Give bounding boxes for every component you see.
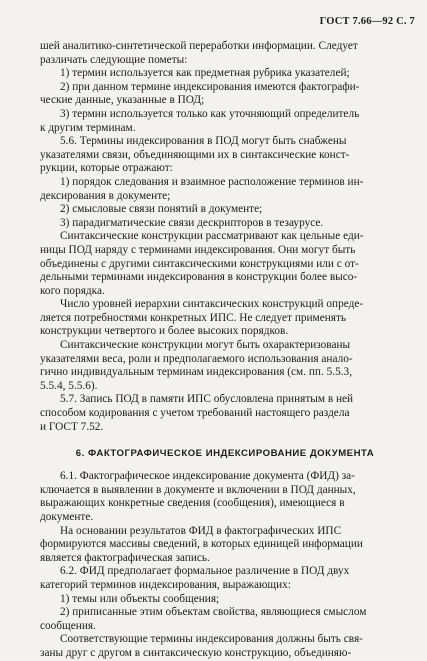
text-line: конструкции четвертого и более высоких порядков. <box>40 325 289 338</box>
text-line: 3) термин используется только как уточняющий определитель <box>60 107 360 120</box>
text-line: 1) порядок следования и взаимное расположение терминов ин- <box>60 175 364 188</box>
document-body <box>40 40 410 661</box>
section-heading: 6. ФАКТОГРАФИЧЕСКОЕ ИНДЕКСИРОВАНИЕ ДОКУМЕНТА <box>75 448 375 460</box>
text-line: шей аналитико-синтетической переработки информации. Следует <box>40 40 358 52</box>
text-line: указателями веса, роли и предполагаемого использования анало- <box>40 352 353 365</box>
text-line: категорий терминов индексирования, выражающих: <box>40 578 291 591</box>
text-line: к другим терминам. <box>40 121 136 134</box>
text-line: 5.5.4, 5.5.6). <box>40 379 98 392</box>
page-header: ГОСТ 7.66—92 С. 7 <box>319 16 415 27</box>
text-line: дексирования в документе; <box>40 189 171 202</box>
text-line: документе. <box>40 511 94 523</box>
text-line: является фактографическая запись. <box>40 551 210 564</box>
text-line: объединены с другими синтаксическими конструкциями или с от- <box>40 257 359 270</box>
text-line: способом кодирования с учетом требований настоящего раздела <box>40 407 350 420</box>
text-line: выражающих конкретные сведения (сообщения), имеющиеся в <box>40 497 345 510</box>
text-line: Число уровней иерархии синтаксических конструкций опреде- <box>60 298 364 311</box>
text-line: 6.1. Фактографическое индексирование документа (ФИД) за- <box>60 470 355 483</box>
text-line: различать следующие пометы: <box>40 53 188 66</box>
text-line: Синтаксические конструкции могут быть охарактеризованы <box>60 339 351 352</box>
text-line: Соответствующие термины индексирования должны быть свя- <box>60 633 363 646</box>
text-line: сообщения. <box>40 619 96 632</box>
text-line: ческие данные, указанные в ПОД; <box>40 94 205 107</box>
text-line: 2) приписанные этим объектам свойства, являющиеся смыслом <box>60 606 367 619</box>
text-line: формируются массивы сведений, в которых единицей информации <box>40 538 363 551</box>
text-line: ляется потребностями конкретных ИПС. Не следует применять <box>40 311 347 324</box>
text-line: дельными терминами индексирования в конструкции более высо- <box>40 271 358 284</box>
text-line: Синтаксические конструкции рассматривают как цельные еди- <box>60 230 364 243</box>
text-line: 2) при данном термине индексирования имеются фактографи- <box>60 80 360 93</box>
text-line: и ГОСТ 7.52. <box>40 420 104 433</box>
text-line: 5.7. Запись ПОД в памяти ИПС обусловлена принятым в ней <box>60 393 354 406</box>
text-line: ницы ПОД наряду с терминами индексирования. Они могут быть <box>40 243 356 256</box>
text-line: 3) парадигматические связи дескрипторов в тезаурусе. <box>60 216 324 229</box>
text-line: указателями связи, объединяющими их в синтаксические конст- <box>40 148 350 161</box>
text-line: ключается в выявлении в документе и включении в ПОД данных, <box>40 483 356 496</box>
text-line: На основании результатов ФИД в фактографических ИПС <box>60 524 342 537</box>
text-line: 1) темы или объекты сообщения; <box>60 592 220 605</box>
text-line: заны друг с другом в синтаксическую конструкцию, объединяю- <box>40 646 352 659</box>
text-line: 2) смысловые связи понятий в документе; <box>60 203 263 216</box>
text-line: 1) термин используется как предметная рубрика указателей; <box>60 67 350 80</box>
text-line: кого порядка. <box>40 284 105 297</box>
text-line: 6.2. ФИД предполагает формальное различение в ПОД двух <box>60 565 350 578</box>
text-line: 5.6. Термины индексирования в ПОД могут быть снабжены <box>60 135 347 148</box>
text-line: рукции, которые отражают: <box>40 162 173 175</box>
text-line: гично индивидуальным терминам индексирования (см. пп. 5.5.3, <box>40 366 353 379</box>
